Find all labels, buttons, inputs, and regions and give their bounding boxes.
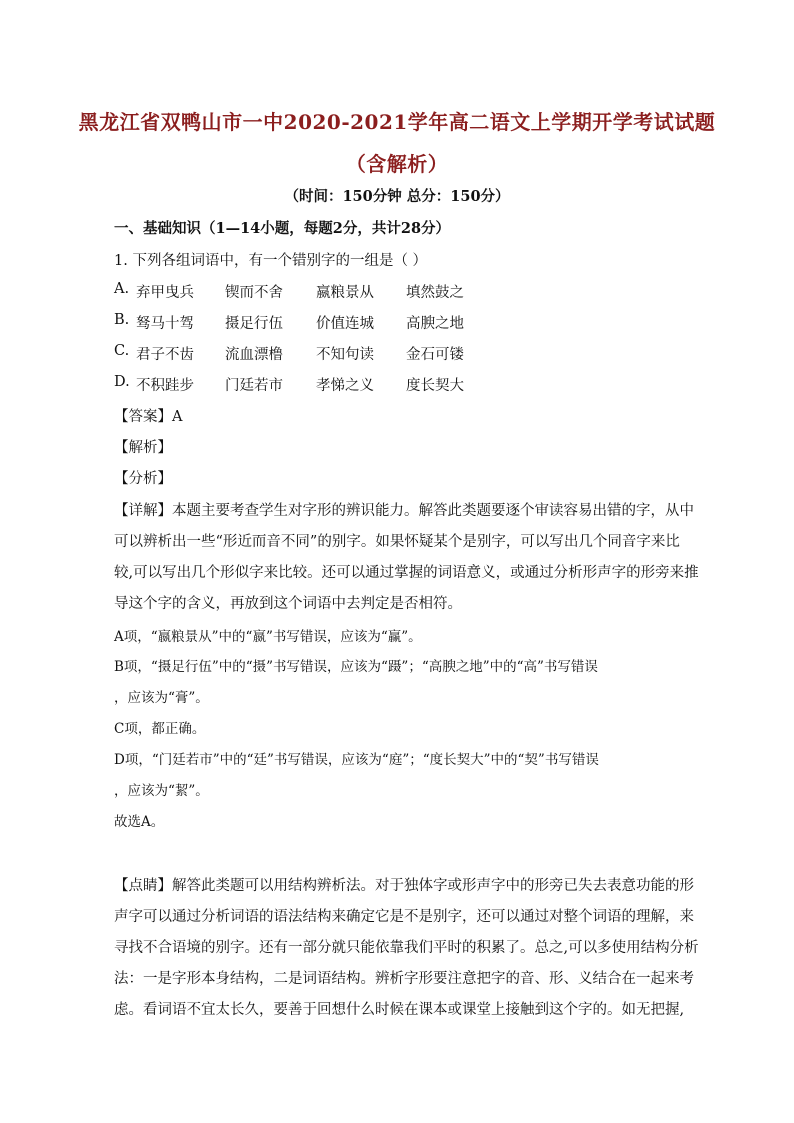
item-b-explanation-cont: ，应该为“膏”。 [114,690,209,706]
detail-line: 【详解】本题主要考查学生对字形的辨识能力。解答此类题要逐个审读容易出错的字，从中 [114,503,694,519]
item-b-explanation: B项，“摄足行伍”中的“摄”书写错误，应该为“蹑”；“高腴之地”中的“高”书写错误 [114,659,598,675]
fenxi-label: 【分析】 [114,471,172,487]
item-d-explanation: D项，“门廷若市”中的“廷”书写错误，应该为“庭”；“度长契大”中的“契”书写错误 [114,752,599,768]
option-word: 度长契大 [406,378,464,394]
option-word: 不知句读 [316,347,374,363]
option-word: 价值连城 [316,316,374,332]
option-label: D. [114,374,130,390]
document-title-note: （含解析） [345,152,449,176]
option-label: A. [114,281,130,297]
document-title: 黑龙江省双鸭山市一中2020-2021学年高二语文上学期开学考试试题 [78,110,716,134]
option-word: 摄足行伍 [225,316,283,332]
tips-line: 【点睛】解答此类题可以用结构辨析法。对于独体字或形声字中的形旁已失去表意功能的形 [114,878,694,894]
analysis-label: 【解析】 [114,440,172,456]
option-word: 驽马十驾 [136,316,194,332]
option-label: B. [114,312,130,328]
item-c-explanation: C项，都正确。 [114,721,206,737]
option-word: 不积跬步 [136,378,194,394]
option-word: 金石可镂 [406,347,464,363]
section-heading: 一、基础知识（1—14小题，每题2分，共计28分） [114,220,451,237]
option-word: 锲而不舍 [225,285,283,301]
tips-line: 寻找不合语境的别字。还有一部分就只能依靠我们平时的积累了。总之,可以多使用结构分析 [114,940,699,956]
answer-label: 【答案】A [114,409,183,425]
option-word: 流血漂橹 [225,347,283,363]
detail-line: 导这个字的含义，再放到这个词语中去判定是否相符。 [114,596,462,612]
exam-time-info: （时间：150分钟 总分：150分） [284,188,510,205]
question-stem: 1. 下列各组词语中，有一个错别字的一组是（ ） [114,253,428,269]
detail-line: 较,可以写出几个形似字来比较。还可以通过掌握的词语意义，或通过分析形声字的形旁来推 [114,565,699,581]
option-word: 嬴粮景从 [316,285,374,301]
item-a-explanation: A项，“嬴粮景从”中的“嬴”书写错误，应该为“赢”。 [114,629,422,645]
tips-line: 法：一是字形本身结构，二是词语结构。辨析字形要注意把字的音、形、义结合在一起来考 [114,971,694,987]
item-d-explanation-cont: ，应该为“絜”。 [114,783,209,799]
tips-line: 虑。看词语不宜太长久，要善于回想什么时候在课本或课堂上接触到这个字的。如无把握, [114,1002,685,1018]
option-word: 门廷若市 [225,378,283,394]
option-word: 弃甲曳兵 [136,285,194,301]
tips-line: 声字可以通过分析词语的语法结构来确定它是不是别字，还可以通过对整个词语的理解，来 [114,909,694,925]
detail-line: 可以辨析出一些“形近而音不同”的别字。如果怀疑某个是别字，可以写出几个同音字来比 [114,534,680,550]
option-label: C. [114,343,130,359]
conclusion: 故选A。 [114,814,165,830]
option-word: 填然鼓之 [406,285,464,301]
option-word: 君子不齿 [136,347,194,363]
option-word: 孝悌之义 [316,378,374,394]
option-word: 高腴之地 [406,316,464,332]
